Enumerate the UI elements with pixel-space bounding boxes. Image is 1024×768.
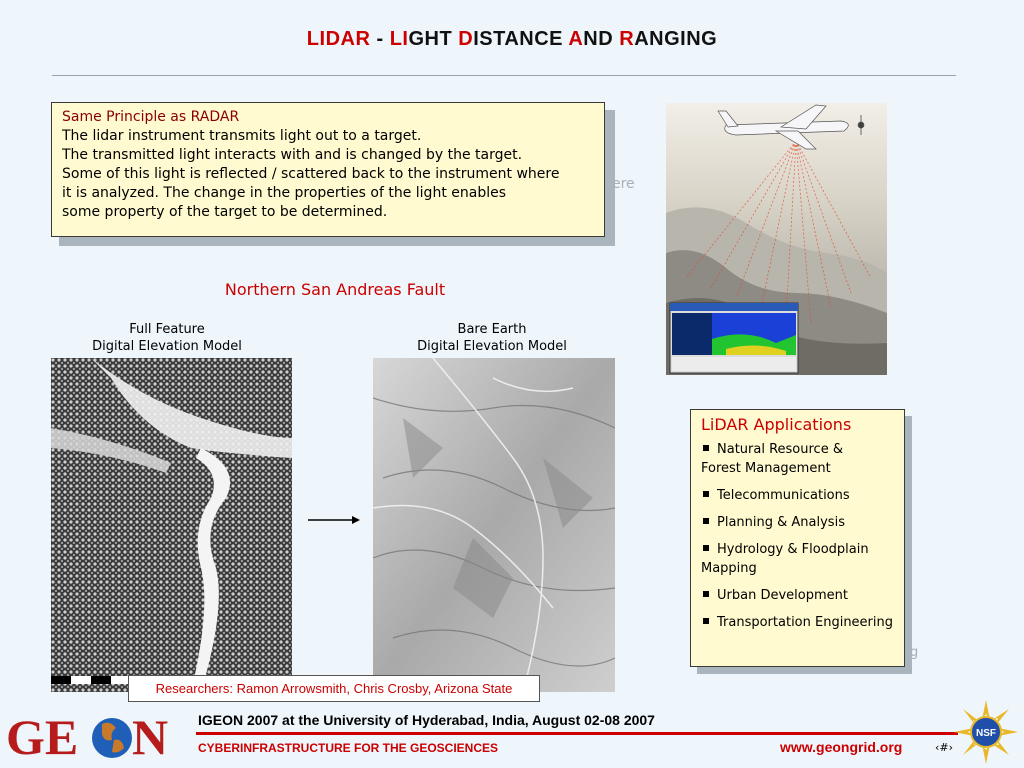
caption-line: Digital Elevation Model [417, 339, 567, 354]
applications-box [690, 409, 905, 667]
application-item-label: Transportation Engineering [717, 615, 894, 630]
application-item-label: Planning & Analysis [717, 515, 845, 530]
application-item-label: Mapping [701, 561, 757, 576]
application-item-label: Natural Resource & [717, 442, 843, 457]
title-part: ANGING [634, 28, 718, 50]
application-item [701, 540, 894, 578]
bullet-icon [703, 491, 709, 497]
aircraft-lidar-illustration [666, 103, 887, 375]
title-part: GHT [408, 28, 459, 50]
title-part: A [568, 28, 584, 50]
website-link[interactable]: www.geongrid.org [780, 739, 903, 755]
applications-overflow-text: g [910, 645, 919, 660]
principle-line: Some of this light is reflected / scattered back to the instrument where [62, 166, 560, 182]
nsf-logo [954, 700, 1018, 764]
title-part: - [370, 28, 390, 50]
application-item-label: Forest Management [701, 461, 831, 476]
caption-full-feature [51, 321, 283, 355]
conference-text: IGEON 2007 at the University of Hyderabad, India, August 02-08 2007 [198, 712, 655, 728]
applications-list [701, 440, 894, 632]
geon-logo-text-right: N [132, 709, 169, 764]
application-item [701, 513, 894, 532]
principle-line: The lidar instrument transmits light out to a target. [62, 128, 422, 144]
applications-heading: LiDAR Applications [701, 415, 852, 434]
title-part: ND [583, 28, 620, 50]
page-number: ‹#› [935, 741, 954, 754]
principle-line: The transmitted light interacts with and is changed by the target. [62, 147, 523, 163]
nsf-logo-text: NSF [976, 728, 996, 739]
bullet-icon [703, 518, 709, 524]
application-item [701, 486, 894, 505]
caption-line: Digital Elevation Model [92, 339, 242, 354]
section-title: Northern San Andreas Fault [224, 280, 446, 299]
bullet-icon [703, 591, 709, 597]
bullet-icon [703, 618, 709, 624]
application-item [701, 586, 894, 605]
caption-line: Bare Earth [457, 322, 527, 337]
researchers-credit: Researchers: Ramon Arrowsmith, Chris Crosby, Arizona State [128, 675, 540, 702]
principle-line: it is analyzed. The change in the properties of the light enables [62, 185, 507, 201]
tagline-text: CYBERINFRASTRUCTURE FOR THE GEOSCIENCES [198, 741, 499, 755]
geon-logo-text-left: GE [6, 709, 79, 764]
title-part: R [619, 28, 635, 50]
application-item-label: Telecommunications [717, 488, 850, 503]
title-part: LI [389, 28, 409, 50]
geon-logo [6, 708, 186, 764]
bare-earth-dem-image [373, 358, 615, 692]
footer-divider [196, 732, 958, 735]
slide-title [0, 28, 1024, 51]
title-part: D [458, 28, 474, 50]
bullet-icon [703, 445, 709, 451]
application-item [701, 613, 894, 632]
caption-line: Full Feature [129, 322, 205, 337]
principle-heading: Same Principle as RADAR [62, 109, 240, 125]
title-part: IDAR [319, 28, 371, 50]
title-part: L [306, 28, 320, 50]
principle-line: some property of the target to be determined. [62, 204, 388, 220]
application-item-label: Hydrology & Floodplain [717, 542, 869, 557]
title-part: ISTANCE [473, 28, 569, 50]
arrow-right-icon [306, 510, 362, 530]
principle-box [51, 102, 605, 237]
caption-bare-earth [372, 321, 612, 355]
bullet-icon [703, 545, 709, 551]
application-item-label: Urban Development [717, 588, 848, 603]
principle-overflow-text: ere [612, 176, 635, 192]
application-item [701, 440, 894, 478]
full-feature-dem-image [51, 358, 292, 692]
title-divider [52, 75, 956, 76]
